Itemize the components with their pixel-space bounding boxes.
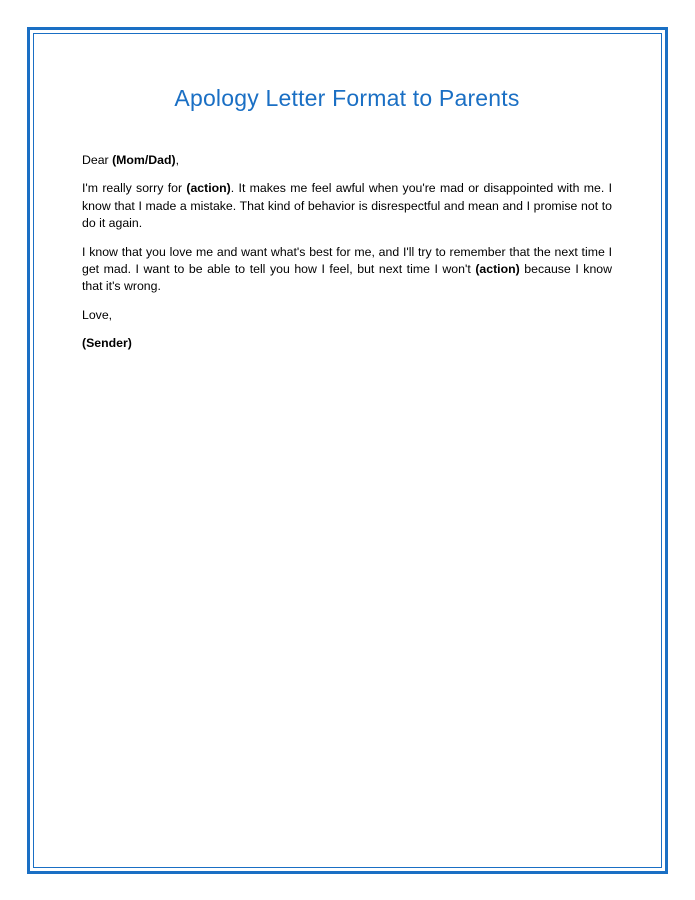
salutation-suffix: ,: [175, 153, 180, 167]
sender-signature: (Sender): [82, 336, 132, 351]
paragraph-apology-action: (action): [186, 181, 231, 196]
paragraph-promise-part2: because I know that it's wrong.: [82, 262, 612, 294]
paragraph-promise-part1: I know that you love me and want what's best for me, and I'll try to remember that the next time I get mad. I want to be able to tell you how I feel, but next time I won't: [82, 244, 612, 277]
salutation-prefix: Dear: [82, 153, 113, 167]
paragraph-apology-part2: . It makes me feel awful when you're mad or disappointed with me. I know that I made a mistake. That kind of behavior is disrespectful and mean and I promise not to do it again.: [82, 181, 612, 231]
letter-body: [82, 84, 612, 364]
paragraph-apology-part1: I'm really sorry for: [82, 181, 187, 196]
paragraph-promise: [82, 244, 612, 296]
paragraph-promise-action: (action): [475, 262, 520, 277]
page-title: Apology Letter Format to Parents: [174, 85, 520, 111]
paragraph-apology: [82, 180, 612, 232]
closing: Love,: [82, 307, 113, 322]
salutation: [82, 152, 612, 169]
salutation-name: (Mom/Dad): [112, 153, 176, 167]
